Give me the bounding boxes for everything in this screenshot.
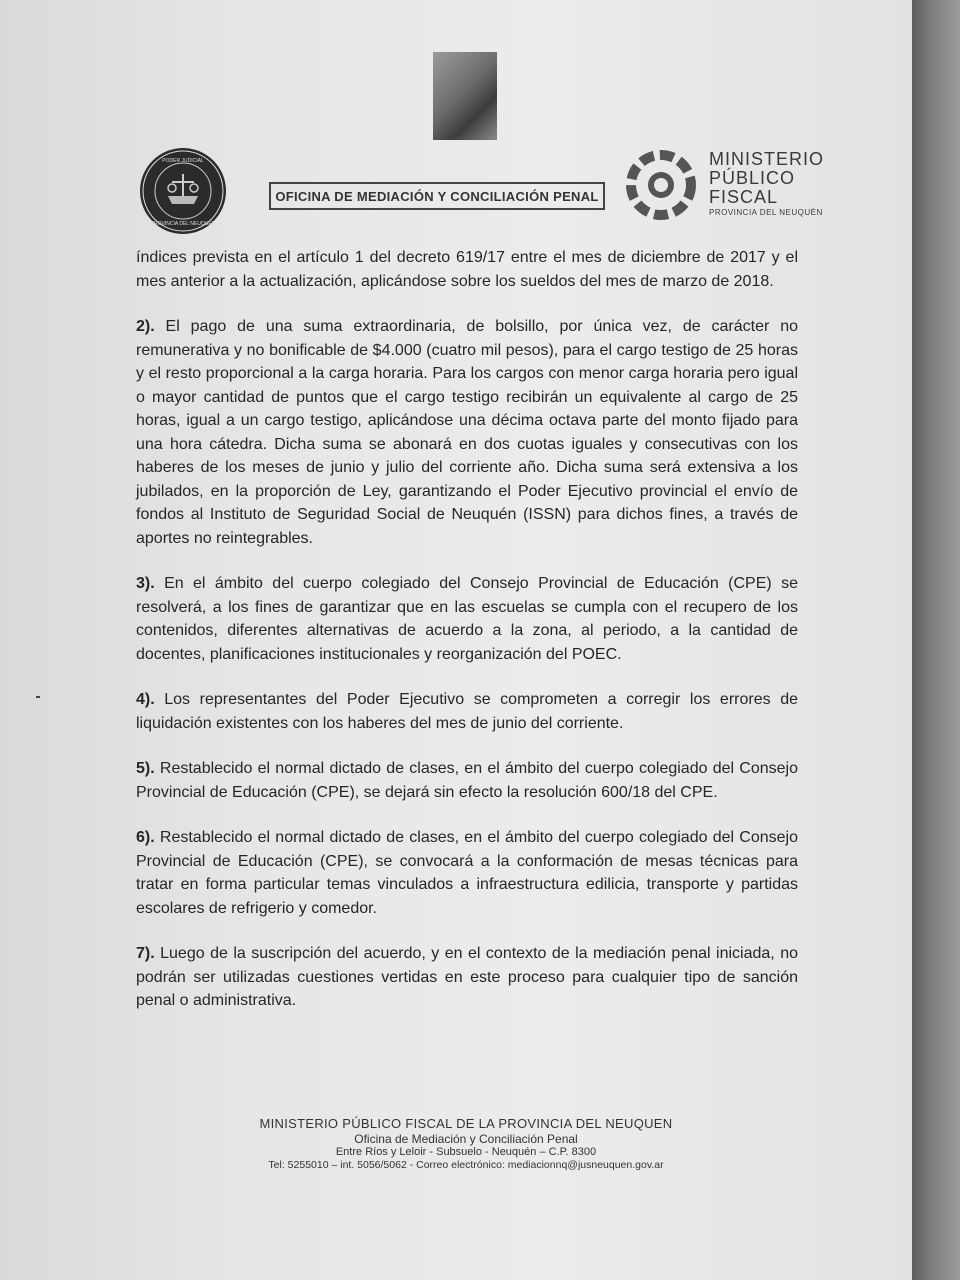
- document-footer: [200, 1116, 732, 1172]
- background-surface: [912, 0, 960, 1280]
- clause-text: Restablecido el normal dictado de clases, en el ámbito del cuerpo colegiado del Consejo Provincial de Educación (CPE), se dejará sin efecto la resolución 600/18 del CPE.: [136, 760, 798, 801]
- office-title-box: [269, 182, 605, 210]
- clause-text: El pago de una suma extraordinaria, de bolsillo, por única vez, de carácter no remunerativa y no bonificable de $4.000 (cuatro mil pesos), para el cargo testigo de 25 horas y el resto proporcional a la carga horaria. Para los cargos con menor carga horaria pero igual o mayor cantidad de puntos que el cargo testigo recibirán un equivalente al cargo de 25 horas, igual a un cargo testigo, aplicándose una décima octava parte del monto fijado para una hora cátedra. Dicha suma se abonará en dos cuotas iguales y consecutivas con los haberes de los meses de junio y julio del corriente año. Dicha suma será extensiva a los jubilados, en la proporción de Ley, garantizando el Poder Ejecutivo provincial el envío de fondos al Instituto de Seguridad Social de Neuquén (ISSN) para dichos fines, a través de aportes no reintegrables.: [136, 318, 798, 547]
- clause-3: [136, 572, 798, 666]
- intro-paragraph: índices prevista en el artículo 1 del decreto 619/17 entre el mes de diciembre de 2017 y el mes anterior a la actualización, aplicándose sobre los sueldos del mes de marzo de 2018.: [136, 249, 798, 290]
- footer-line-4: Tel: 5255010 – int. 5056/5062 - Correo electrónico: mediacionnq@jusneuquen.gov.ar: [268, 1159, 664, 1171]
- document-body: [136, 246, 798, 1035]
- judicial-seal-logo: [140, 148, 226, 234]
- clause-5: [136, 757, 798, 804]
- footer-line-1: MINISTERIO PÚBLICO FISCAL DE LA PROVINCIA DEL NEUQUEN: [259, 1116, 673, 1131]
- ministry-line-3: FISCAL: [709, 187, 779, 207]
- clause-number: 2).: [136, 318, 155, 335]
- clause-6: [136, 826, 798, 920]
- svg-text:PROVINCIA DEL NEUQUÉN: PROVINCIA DEL NEUQUÉN: [150, 221, 216, 227]
- clause-number: 5).: [136, 760, 155, 777]
- clause-number: 4).: [136, 691, 155, 708]
- ministry-swirl-logo: [626, 150, 696, 220]
- ministry-line-2: PÚBLICO: [709, 168, 796, 188]
- svg-text:PODER JUDICIAL: PODER JUDICIAL: [162, 158, 204, 164]
- clause-text: Luego de la suscripción del acuerdo, y en el contexto de la mediación penal iniciada, no podrán ser utilizadas cuestiones vertidas en este proceso para cualquier tipo de sanción penal o administrativa.: [136, 945, 798, 1009]
- ministry-province: PROVINCIA DEL NEUQUÉN: [709, 208, 823, 217]
- header-photo: [433, 52, 497, 140]
- clause-number: 6).: [136, 829, 155, 846]
- clause-number: 7).: [136, 945, 155, 962]
- footer-line-2: Oficina de Mediación y Conciliación Penal: [354, 1132, 578, 1146]
- clause-number: 3).: [136, 575, 155, 592]
- stray-mark: [36, 696, 40, 698]
- office-title: OFICINA DE MEDIACIÓN Y CONCILIACIÓN PENAL: [275, 188, 599, 204]
- ministry-line-1: MINISTERIO: [709, 149, 825, 169]
- clause-4: [136, 688, 798, 735]
- ministry-logo-text: [709, 150, 824, 217]
- clause-text: Restablecido el normal dictado de clases, en el ámbito del cuerpo colegiado del Consejo Provincial de Educación (CPE), se convocará a la conformación de mesas técnicas para tratar en forma particular temas vinculados a infraestructura edilicia, transporte y partidas escolares de refrigerio y comedor.: [136, 829, 798, 917]
- clause-2: [136, 315, 798, 550]
- clause-text: Los representantes del Poder Ejecutivo se comprometen a corregir los errores de liquidación existentes con los haberes del mes de junio del corriente.: [136, 691, 798, 732]
- footer-line-3: Entre Ríos y Leloir - Subsuelo - Neuquén – C.P. 8300: [335, 1146, 597, 1158]
- clause-7: [136, 942, 798, 1013]
- clause-text: En el ámbito del cuerpo colegiado del Consejo Provincial de Educación (CPE) se resolverá, a los fines de garantizar que en las escuelas se cumpla con el recupero de los contenidos, diferentes alternativas de acuerdo a la zona, al periodo, a la cantidad de docentes, planificaciones institucionales y reorganización del POEC.: [136, 575, 798, 663]
